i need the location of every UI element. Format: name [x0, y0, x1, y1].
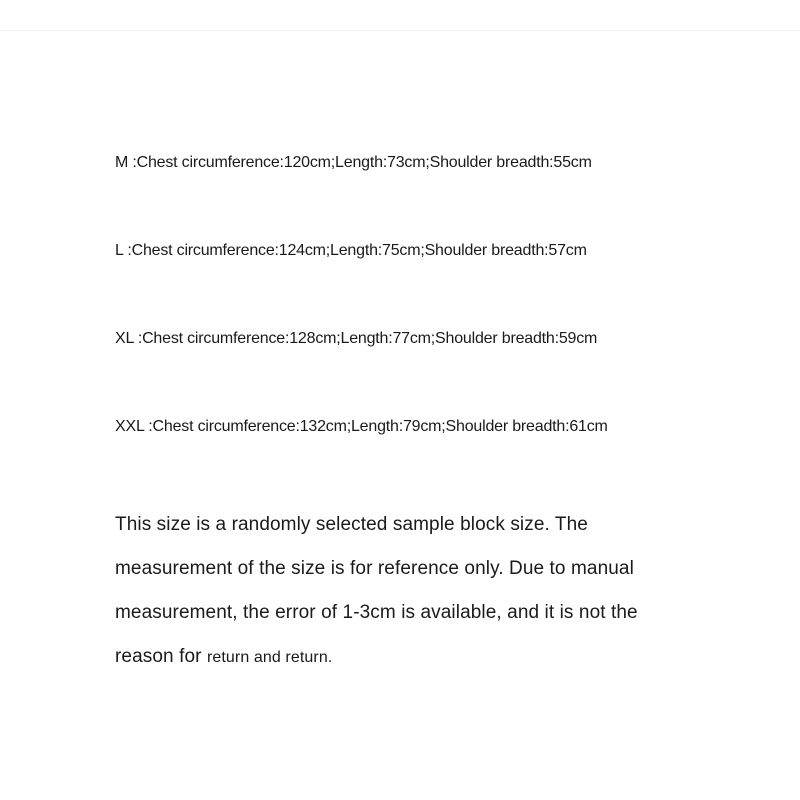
disclaimer-line-4-end: return and return.	[206, 649, 333, 666]
disclaimer-line-1: This size is a randomly selected sample block size. The	[115, 514, 588, 535]
disclaimer-line-2: measurement of the size is for reference only. Due to manual	[115, 558, 634, 579]
disclaimer-line-3: measurement, the error of 1-3cm is available, and it is not the	[115, 602, 638, 623]
size-xl-measurements: XL :Chest circumference:128cm;Length:77cm;Shoulder breadth:59cm	[115, 330, 598, 347]
size-xxl-measurements: XXL :Chest circumference:132cm;Length:79cm;Shoulder breadth:61cm	[115, 418, 608, 435]
size-l-measurements: L :Chest circumference:124cm;Length:75cm;Shoulder breadth:57cm	[115, 242, 587, 259]
size-disclaimer	[115, 503, 735, 680]
disclaimer-line-4-start: reason for	[115, 646, 207, 667]
size-m-measurements: M :Chest circumference:120cm;Length:73cm;Shoulder breadth:55cm	[115, 154, 592, 171]
top-divider	[0, 30, 800, 31]
disclaimer-line-4	[115, 635, 735, 680]
